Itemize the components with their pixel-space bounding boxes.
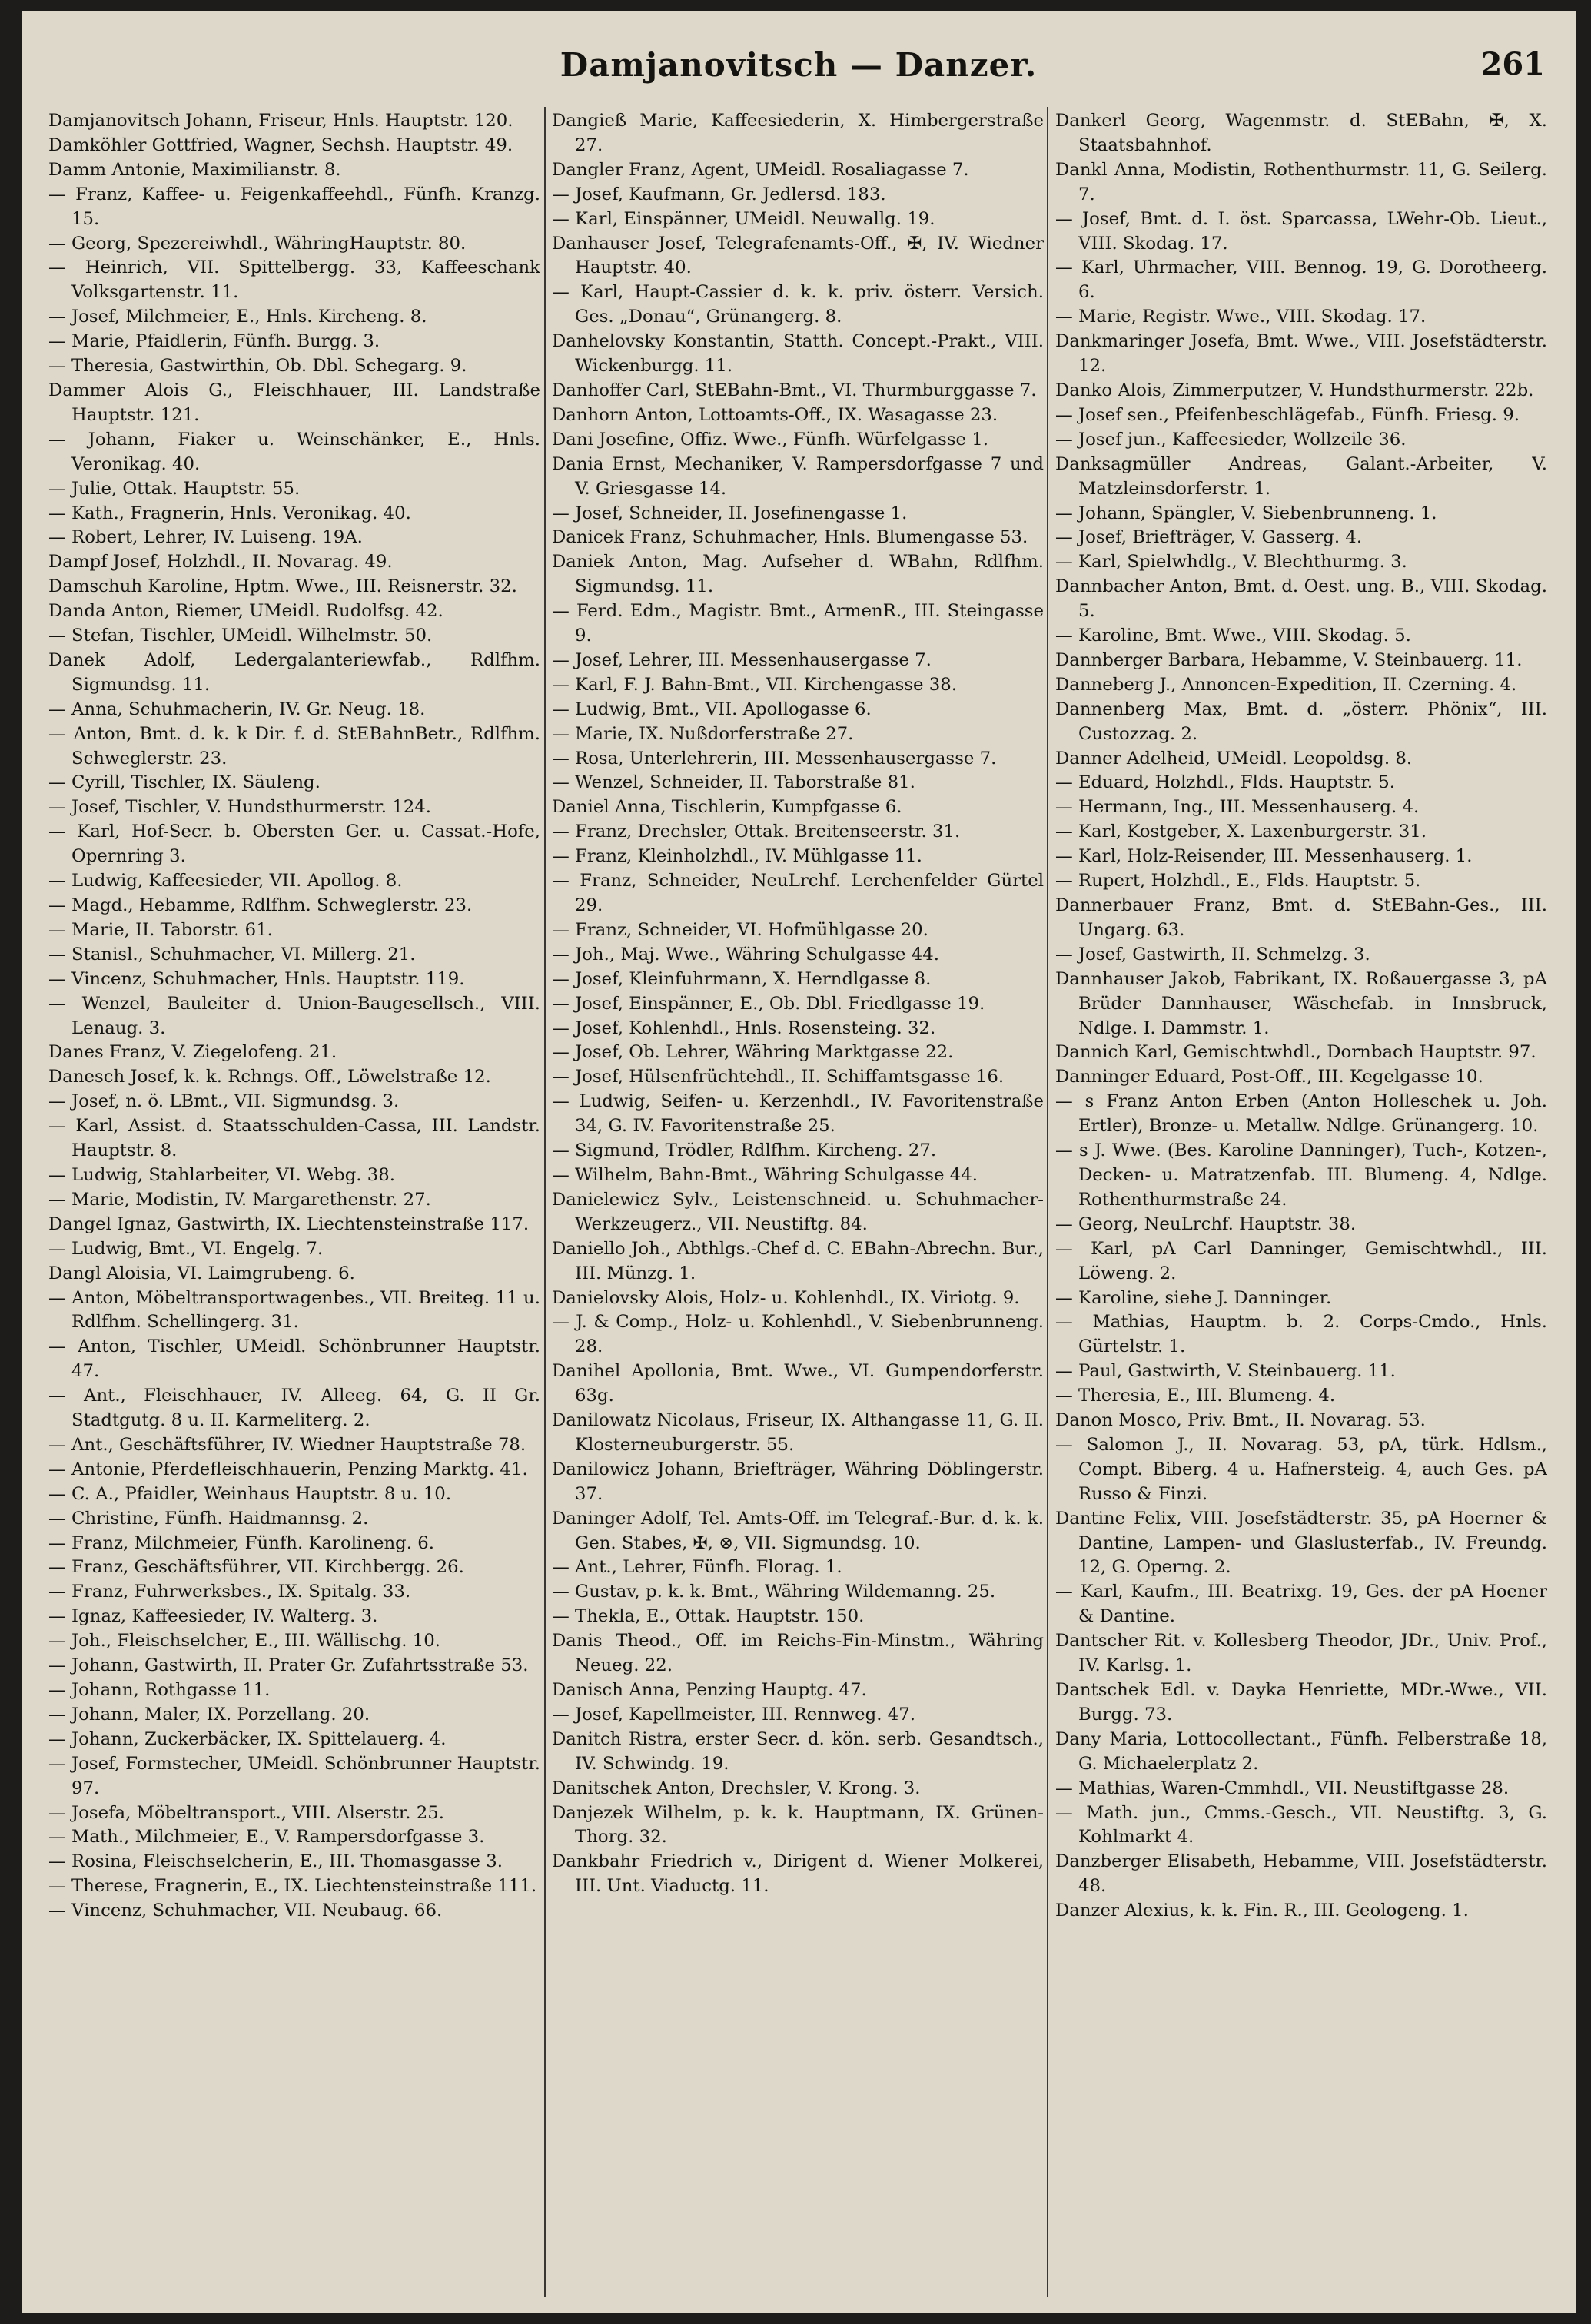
page-title: Damjanovitsch — Danzer. xyxy=(560,46,1038,84)
directory-entry: — Josefa, Möbeltransport., VIII. Alserstr. 25. xyxy=(48,1802,445,1823)
page-header xyxy=(22,46,1576,89)
directory-entry: Daninger Adolf, Tel. Amts-Off. im Telegraf.-Bur. d. k. k. Gen. Stabes, ✠, ⊗, VII. Sigmundsg. 10. xyxy=(552,1508,1044,1553)
directory-entry: — Josef jun., Kaffeesieder, Wollzeile 36. xyxy=(1055,429,1407,450)
directory-entry: — Karl, F. J. Bahn-Bmt., VII. Kirchengasse 38. xyxy=(552,674,958,695)
directory-entry: Dannich Karl, Gemischtwhdl., Dornbach Hauptstr. 97. xyxy=(1055,1042,1536,1063)
directory-entry: Danek Adolf, Ledergalanteriewfab., Rdlfhm. Sigmundsg. 11. xyxy=(48,649,540,695)
directory-entry: — Josef, Kapellmeister, III. Rennweg. 47. xyxy=(552,1704,916,1725)
directory-entry: — Karl, Assist. d. Staatsschulden-Cassa, III. Landstr. Hauptstr. 8. xyxy=(48,1116,540,1161)
directory-entry: Danes Franz, V. Ziegelofeng. 21. xyxy=(48,1042,337,1063)
directory-entry: Danneberg J., Annoncen-Expedition, II. Czerning. 4. xyxy=(1055,674,1517,695)
directory-entry: — Joh., Maj. Wwe., Währing Schulgasse 44. xyxy=(552,944,940,964)
directory-entry: Daniel Anna, Tischlerin, Kumpfgasse 6. xyxy=(552,797,902,818)
directory-entry: — Franz, Kaffee- u. Feigenkaffeehdl., Fünfh. Kranzg. 15. xyxy=(48,184,540,229)
directory-entry: — Heinrich, VII. Spittelbergg. 33, Kaffeeschank Volksgartenstr. 11. xyxy=(48,257,540,303)
directory-entry: — Johann, Spängler, V. Siebenbrunneng. 1. xyxy=(1055,503,1437,523)
directory-entry: Danhorn Anton, Lottoamts-Off., IX. Wasagasse 23. xyxy=(552,404,998,425)
directory-entry: Dangl Aloisia, VI. Laimgrubeng. 6. xyxy=(48,1263,355,1283)
directory-entry: — Franz, Milchmeier, Fünfh. Karolineng. 6. xyxy=(48,1532,434,1553)
directory-entry: — Johann, Fiaker u. Weinschänker, E., Hnls. Veronikag. 40. xyxy=(48,429,540,474)
directory-entry: — Josef, Schneider, II. Josefinengasse 1. xyxy=(552,503,908,523)
directory-entry: — C. A., Pfaidler, Weinhaus Hauptstr. 8 u. 10. xyxy=(48,1483,452,1504)
directory-entry: — Wilhelm, Bahn-Bmt., Währing Schulgasse 44. xyxy=(552,1164,978,1185)
directory-entry: — Mathias, Waren-Cmmhdl., VII. Neustiftgasse 28. xyxy=(1055,1778,1510,1798)
directory-entry: — Hermann, Ing., III. Messenhauserg. 4. xyxy=(1055,797,1420,818)
directory-entry: — Theresia, E., III. Blumeng. 4. xyxy=(1055,1386,1336,1406)
directory-entry: — Ignaz, Kaffeesieder, IV. Walterg. 3. xyxy=(48,1606,378,1627)
directory-entry: — Franz, Schneider, NeuLrchf. Lerchenfelder Gürtel 29. xyxy=(552,871,1044,915)
directory-entry: — Franz, Schneider, VI. Hofmühlgasse 20. xyxy=(552,919,928,940)
directory-entry: — Anton, Tischler, UMeidl. Schönbrunner Hauptstr. 47. xyxy=(48,1336,540,1382)
directory-entry: — Johann, Zuckerbäcker, IX. Spittelauerg. 4. xyxy=(48,1728,447,1749)
directory-entry: Dankl Anna, Modistin, Rothenthurmstr. 11, G. Seilerg. 7. xyxy=(1055,159,1547,204)
directory-entry: — Franz, Drechsler, Ottak. Breitenseerstr. 31. xyxy=(552,822,961,842)
directory-entry: — Karl, Spielwhdlg., V. Blechthurmg. 3. xyxy=(1055,552,1407,573)
directory-entry: Dannenberg Max, Bmt. d. „österr. Phönix“, III. Custozzag. 2. xyxy=(1055,699,1547,744)
directory-entry: — Wenzel, Bauleiter d. Union-Baugesellsch., VIII. Lenaug. 3. xyxy=(48,993,540,1038)
directory-entry: — Julie, Ottak. Hauptstr. 55. xyxy=(48,478,301,499)
directory-entry: Danzberger Elisabeth, Hebamme, VIII. Josefstädterstr. 48. xyxy=(1055,1851,1547,1897)
directory-entry: — Ferd. Edm., Magistr. Bmt., ArmenR., III. Steingasse 9. xyxy=(552,601,1044,646)
directory-entry: — Marie, IX. Nußdorferstraße 27. xyxy=(552,723,854,744)
directory-entry: — Gustav, p. k. k. Bmt., Währing Wildemanng. 25. xyxy=(552,1582,996,1602)
directory-entry: — Josef, n. ö. LBmt., VII. Sigmundsg. 3. xyxy=(48,1091,400,1112)
column-right xyxy=(1055,109,1547,2292)
directory-entry: Damschuh Karoline, Hptm. Wwe., III. Reisnerstr. 32. xyxy=(48,576,517,597)
directory-entry: — Marie, II. Taborstr. 61. xyxy=(48,919,273,940)
directory-entry: Danicek Franz, Schuhmacher, Hnls. Blumengasse 53. xyxy=(552,527,1028,548)
directory-entry: — Josef, Einspänner, E., Ob. Dbl. Friedlgasse 19. xyxy=(552,993,985,1014)
directory-entry: Danhoffer Carl, StEBahn-Bmt., VI. Thurmburggasse 7. xyxy=(552,380,1037,400)
directory-entry: Danhelovsky Konstantin, Statth. Concept.-Prakt., VIII. Wickenburgg. 11. xyxy=(552,331,1044,377)
directory-entry: — Rupert, Holzhdl., E., Flds. Hauptstr. 5. xyxy=(1055,871,1421,891)
directory-entry: — s Franz Anton Erben (Anton Holleschek u. Joh. Ertler), Bronze- u. Metallw. Ndlge. Grünangerg. 10. xyxy=(1055,1091,1547,1137)
directory-entry: Danisch Anna, Penzing Hauptg. 47. xyxy=(552,1680,867,1700)
directory-entry: — Josef, Formstecher, UMeidl. Schönbrunner Hauptstr. 97. xyxy=(48,1753,540,1798)
directory-entry: Dankmaringer Josefa, Bmt. Wwe., VIII. Josefstädterstr. 12. xyxy=(1055,331,1547,377)
directory-entry: — Math. jun., Cmms.-Gesch., VII. Neustiftg. 3, G. Kohlmarkt 4. xyxy=(1055,1802,1547,1848)
column-middle xyxy=(552,109,1044,2292)
directory-entry: Danesch Josef, k. k. Rchngs. Off., Löwelstraße 12. xyxy=(48,1067,491,1087)
column-divider xyxy=(544,107,546,2297)
directory-entry: — Math., Milchmeier, E., V. Rampersdorfgasse 3. xyxy=(48,1827,485,1848)
directory-entry: — s J. Wwe. (Bes. Karoline Danninger), Tuch-, Kotzen-, Decken- u. Matratzenfab. III. Blumeng. 4, Ndlge. Rothenthurmstraße 24. xyxy=(1055,1140,1547,1210)
directory-entry: Dannberger Barbara, Hebamme, V. Steinbauerg. 11. xyxy=(1055,649,1523,670)
directory-entry: — Georg, Spezereiwhdl., WähringHauptstr. 80. xyxy=(48,233,467,254)
directory-page xyxy=(22,11,1576,2313)
directory-entry: — Anton, Möbeltransportwagenbes., VII. Breiteg. 11 u. Rdlfhm. Schellingerg. 31. xyxy=(48,1287,540,1333)
directory-entry: — Antonie, Pferdefleischhauerin, Penzing Marktg. 41. xyxy=(48,1459,528,1479)
directory-entry: — Josef, Lehrer, III. Messenhausergasse 7. xyxy=(552,649,932,670)
directory-entry: Dammer Alois G., Fleischhauer, III. Landstraße Hauptstr. 121. xyxy=(48,380,540,425)
directory-entry: — Karoline, siehe J. Danninger. xyxy=(1055,1287,1332,1308)
directory-entry: — Franz, Fuhrwerksbes., IX. Spitalg. 33. xyxy=(48,1582,411,1602)
directory-entry: Dangieß Marie, Kaffeesiederin, X. Himbergerstraße 27. xyxy=(552,111,1044,155)
directory-entry: — Ludwig, Kaffeesieder, VII. Apollog. 8. xyxy=(48,871,403,891)
directory-entry: — Vincenz, Schuhmacher, Hnls. Hauptstr. 119. xyxy=(48,968,465,989)
directory-entry: — Karl, Uhrmacher, VIII. Bennog. 19, G. Dorotheerg. 6. xyxy=(1055,257,1547,303)
directory-entry: Danzer Alexius, k. k. Fin. R., III. Geologeng. 1. xyxy=(1055,1901,1469,1921)
directory-entry: Danner Adelheid, UMeidl. Leopoldsg. 8. xyxy=(1055,748,1413,769)
directory-entry: — Josef, Bmt. d. I. öst. Sparcassa, LWehr-Ob. Lieut., VIII. Skodag. 17. xyxy=(1055,208,1547,254)
directory-entry: Dania Ernst, Mechaniker, V. Rampersdorfgasse 7 und V. Griesgasse 14. xyxy=(552,453,1044,499)
directory-entry: — Marie, Modistin, IV. Margarethenstr. 27. xyxy=(48,1189,431,1210)
directory-entry: — Ludwig, Stahlarbeiter, VI. Webg. 38. xyxy=(48,1164,396,1185)
directory-entry: Dannhauser Jakob, Fabrikant, IX. Roßauergasse 3, pA Brüder Dannhauser, Wäschefab. in Innsbruck, Ndlge. I. Dammstr. 1. xyxy=(1055,968,1547,1038)
directory-entry: Dannbacher Anton, Bmt. d. Oest. ung. B., VIII. Skodag. 5. xyxy=(1055,576,1547,622)
directory-entry: — Rosina, Fleischselcherin, E., III. Thomasgasse 3. xyxy=(48,1851,503,1872)
directory-entry: Daniello Joh., Abthlgs.-Chef d. C. EBahn-Abrechn. Bur., III. Münzg. 1. xyxy=(552,1238,1044,1283)
directory-entry: Danksagmüller Andreas, Galant.-Arbeiter, V. Matzleinsdorferstr. 1. xyxy=(1055,453,1547,499)
directory-entry: — Franz, Geschäftsführer, VII. Kirchbergg. 26. xyxy=(48,1557,464,1578)
directory-entry: Dany Maria, Lottocollectant., Fünfh. Felberstraße 18, G. Michaelerplatz 2. xyxy=(1055,1728,1547,1774)
directory-entry: Danhauser Josef, Telegrafenamts-Off., ✠, IV. Wiedner Hauptstr. 40. xyxy=(552,233,1044,278)
directory-entry: Danninger Eduard, Post-Off., III. Kegelgasse 10. xyxy=(1055,1067,1483,1087)
directory-entry: — Joh., Fleischselcher, E., III. Wällischg. 10. xyxy=(48,1631,440,1652)
directory-entry: Danjezek Wilhelm, p. k. k. Hauptmann, IX. Grünen-Thorg. 32. xyxy=(552,1802,1044,1848)
directory-entry: Daniek Anton, Mag. Aufseher d. WBahn, Rdlfhm. Sigmundsg. 11. xyxy=(552,552,1044,597)
directory-entry: — Sigmund, Trödler, Rdlfhm. Kircheng. 27. xyxy=(552,1140,937,1161)
directory-entry: Danielewicz Sylv., Leistenschneid. u. Schuhmacher-Werkzeugerz., VII. Neustiftg. 84. xyxy=(552,1189,1044,1234)
page-number: 261 xyxy=(1480,46,1545,82)
directory-entry: — Karl, Holz-Reisender, III. Messenhauserg. 1. xyxy=(1055,846,1473,867)
directory-entry: — Josef, Kohlenhdl., Hnls. Rosensteing. 32. xyxy=(552,1018,936,1038)
directory-entry: — Josef, Tischler, V. Hundsthurmerstr. 124. xyxy=(48,797,431,818)
directory-entry: Dankbahr Friedrich v., Dirigent d. Wiener Molkerei, III. Unt. Viaductg. 11. xyxy=(552,1851,1044,1897)
directory-entry: — Marie, Pfaidlerin, Fünfh. Burgg. 3. xyxy=(48,331,380,352)
directory-entry: — Wenzel, Schneider, II. Taborstraße 81. xyxy=(552,772,915,793)
directory-entry: — Ant., Fleischhauer, IV. Alleeg. 64, G. II Gr. Stadtgutg. 8 u. II. Karmeliterg. 2. xyxy=(48,1386,540,1431)
directory-entry: Dantine Felix, VIII. Josefstädterstr. 35, pA Hoerner & Dantine, Lampen- und Glaslusterfab., IV. Freundg. 12, G. Operng. 2. xyxy=(1055,1508,1547,1578)
directory-entry: Dangler Franz, Agent, UMeidl. Rosaliagasse 7. xyxy=(552,159,969,180)
directory-entry: Danilowicz Johann, Briefträger, Währing Döblingerstr. 37. xyxy=(552,1459,1044,1504)
directory-entry: Dannerbauer Franz, Bmt. d. StEBahn-Ges., III. Ungarg. 63. xyxy=(1055,895,1547,940)
directory-entry: — Josef, Briefträger, V. Gasserg. 4. xyxy=(1055,527,1363,548)
directory-entry: — Ludwig, Seifen- u. Kerzenhdl., IV. Favoritenstraße 34, G. IV. Favoritenstraße 25. xyxy=(552,1091,1044,1137)
directory-entry: — Karl, pA Carl Danninger, Gemischtwhdl., III. Löweng. 2. xyxy=(1055,1238,1547,1283)
directory-entry: Dangel Ignaz, Gastwirth, IX. Liechtensteinstraße 117. xyxy=(48,1213,530,1234)
directory-entry: — Cyrill, Tischler, IX. Säuleng. xyxy=(48,772,321,793)
directory-entry: — Paul, Gastwirth, V. Steinbauerg. 11. xyxy=(1055,1361,1396,1382)
directory-entry: — Anna, Schuhmacherin, IV. Gr. Neug. 18. xyxy=(48,699,426,719)
directory-entry: Dampf Josef, Holzhdl., II. Novarag. 49. xyxy=(48,552,393,573)
directory-entry: — Magd., Hebamme, Rdlfhm. Schweglerstr. 23. xyxy=(48,895,473,915)
directory-entry: Danis Theod., Off. im Reichs-Fin-Minstm., Währing Neueg. 22. xyxy=(552,1631,1044,1676)
directory-entry: — Therese, Fragnerin, E., IX. Liechtensteinstraße 111. xyxy=(48,1876,537,1897)
directory-entry: Danko Alois, Zimmerputzer, V. Hundsthurmerstr. 22b. xyxy=(1055,380,1534,400)
directory-entry: — Johann, Rothgasse 11. xyxy=(48,1680,271,1700)
directory-entry: Damköhler Gottfried, Wagner, Sechsh. Hauptstr. 49. xyxy=(48,134,513,155)
directory-entry: — Stanisl., Schuhmacher, VI. Millerg. 21. xyxy=(48,944,416,964)
directory-entry: — J. & Comp., Holz- u. Kohlenhdl., V. Siebenbrunneng. 28. xyxy=(552,1312,1044,1357)
directory-entry: Dani Josefine, Offiz. Wwe., Fünfh. Würfelgasse 1. xyxy=(552,429,989,450)
directory-entry: — Karl, Haupt-Cassier d. k. k. priv. österr. Versich. Ges. „Donau“, Grünangerg. 8. xyxy=(552,282,1044,327)
directory-entry: — Stefan, Tischler, UMeidl. Wilhelmstr. 50. xyxy=(48,626,433,646)
directory-entry: Damm Antonie, Maximilianstr. 8. xyxy=(48,159,341,180)
directory-entry: — Johann, Maler, IX. Porzellang. 20. xyxy=(48,1704,370,1725)
directory-entry: Danda Anton, Riemer, UMeidl. Rudolfsg. 42. xyxy=(48,601,443,622)
directory-entry: — Franz, Kleinholzhdl., IV. Mühlgasse 11. xyxy=(552,846,922,867)
directory-entry: — Josef, Kaufmann, Gr. Jedlersd. 183. xyxy=(552,184,886,204)
directory-entry: Danilowatz Nicolaus, Friseur, IX. Althangasse 11, G. II. Klosterneuburgerstr. 55. xyxy=(552,1410,1044,1455)
directory-entry: — Karl, Einspänner, UMeidl. Neuwallg. 19. xyxy=(552,208,935,229)
directory-entry: — Josef, Ob. Lehrer, Währing Marktgasse 22. xyxy=(552,1042,954,1063)
directory-entry: Dankerl Georg, Wagenmstr. d. StEBahn, ✠, X. Staatsbahnhof. xyxy=(1055,111,1547,155)
directory-entry: Damjanovitsch Johann, Friseur, Hnls. Hauptstr. 120. xyxy=(48,111,513,131)
column-divider xyxy=(1047,107,1048,2297)
directory-entry: — Anton, Bmt. d. k. k Dir. f. d. StEBahnBetr., Rdlfhm. Schweglerstr. 23. xyxy=(48,723,540,769)
directory-entry: — Marie, Registr. Wwe., VIII. Skodag. 17. xyxy=(1055,307,1427,327)
directory-entry: Danon Mosco, Priv. Bmt., II. Novarag. 53. xyxy=(1055,1410,1426,1431)
directory-entry: — Josef, Milchmeier, E., Hnls. Kircheng. 8. xyxy=(48,307,427,327)
directory-entry: — Karl, Kaufm., III. Beatrixg. 19, Ges. der pA Hoener & Dantine. xyxy=(1055,1582,1547,1627)
directory-entry: — Josef, Hülsenfrüchtehdl., II. Schiffamtsgasse 16. xyxy=(552,1067,1005,1087)
directory-entry: — Kath., Fragnerin, Hnls. Veronikag. 40. xyxy=(48,503,411,523)
directory-entry: — Thekla, E., Ottak. Hauptstr. 150. xyxy=(552,1606,865,1627)
directory-entry: — Karoline, Bmt. Wwe., VIII. Skodag. 5. xyxy=(1055,626,1411,646)
directory-entry: Dantscher Rit. v. Kollesberg Theodor, JDr., Univ. Prof., IV. Karlsg. 1. xyxy=(1055,1631,1547,1676)
directory-entry: — Eduard, Holzhdl., Flds. Hauptstr. 5. xyxy=(1055,772,1396,793)
directory-entry: — Ludwig, Bmt., VI. Engelg. 7. xyxy=(48,1238,324,1259)
directory-entry: — Ant., Geschäftsführer, IV. Wiedner Hauptstraße 78. xyxy=(48,1434,526,1455)
directory-entry: Danihel Apollonia, Bmt. Wwe., VI. Gumpendorferstr. 63g. xyxy=(552,1361,1044,1406)
directory-entry: — Josef, Gastwirth, II. Schmelzg. 3. xyxy=(1055,944,1370,964)
directory-entry: — Christine, Fünfh. Haidmannsg. 2. xyxy=(48,1508,369,1529)
directory-entry: Danielovsky Alois, Holz- u. Kohlenhdl., IX. Viriotg. 9. xyxy=(552,1287,1020,1308)
directory-entry: — Mathias, Hauptm. b. 2. Corps-Cmdo., Hnls. Gürtelstr. 1. xyxy=(1055,1312,1547,1357)
directory-entry: — Josef sen., Pfeifenbeschlägefab., Fünfh. Friesg. 9. xyxy=(1055,404,1520,425)
directory-entry: Dantschek Edl. v. Dayka Henriette, MDr.-Wwe., VII. Burgg. 73. xyxy=(1055,1680,1547,1725)
directory-entry: — Salomon J., II. Novarag. 53, pA, türk. Hdlsm., Compt. Biberg. 4 u. Hafnersteig. 4, auch Ges. pA Russo & Finzi. xyxy=(1055,1434,1547,1504)
directory-entry: — Ludwig, Bmt., VII. Apollogasse 6. xyxy=(552,699,872,719)
directory-entry: — Josef, Kleinfuhrmann, X. Herndlgasse 8. xyxy=(552,968,932,989)
directory-entry: — Georg, NeuLrchf. Hauptstr. 38. xyxy=(1055,1213,1357,1234)
directory-entry: — Theresia, Gastwirthin, Ob. Dbl. Schegarg. 9. xyxy=(48,356,467,377)
directory-entry: — Karl, Kostgeber, X. Laxenburgerstr. 31. xyxy=(1055,822,1427,842)
column-left xyxy=(48,109,540,2292)
directory-entry: Danitschek Anton, Drechsler, V. Krong. 3. xyxy=(552,1778,921,1798)
directory-entry: — Robert, Lehrer, IV. Luiseng. 19A. xyxy=(48,527,363,548)
directory-entry: — Vincenz, Schuhmacher, VII. Neubaug. 66. xyxy=(48,1901,443,1921)
directory-entry: — Karl, Hof-Secr. b. Obersten Ger. u. Cassat.-Hofe, Opernring 3. xyxy=(48,822,540,867)
directory-entry: — Ant., Lehrer, Fünfh. Florag. 1. xyxy=(552,1557,842,1578)
directory-entry: — Johann, Gastwirth, II. Prater Gr. Zufahrtsstraße 53. xyxy=(48,1655,529,1676)
directory-entry: Danitch Ristra, erster Secr. d. kön. serb. Gesandtsch., IV. Schwindg. 19. xyxy=(552,1728,1044,1774)
directory-entry: — Rosa, Unterlehrerin, III. Messenhausergasse 7. xyxy=(552,748,997,769)
